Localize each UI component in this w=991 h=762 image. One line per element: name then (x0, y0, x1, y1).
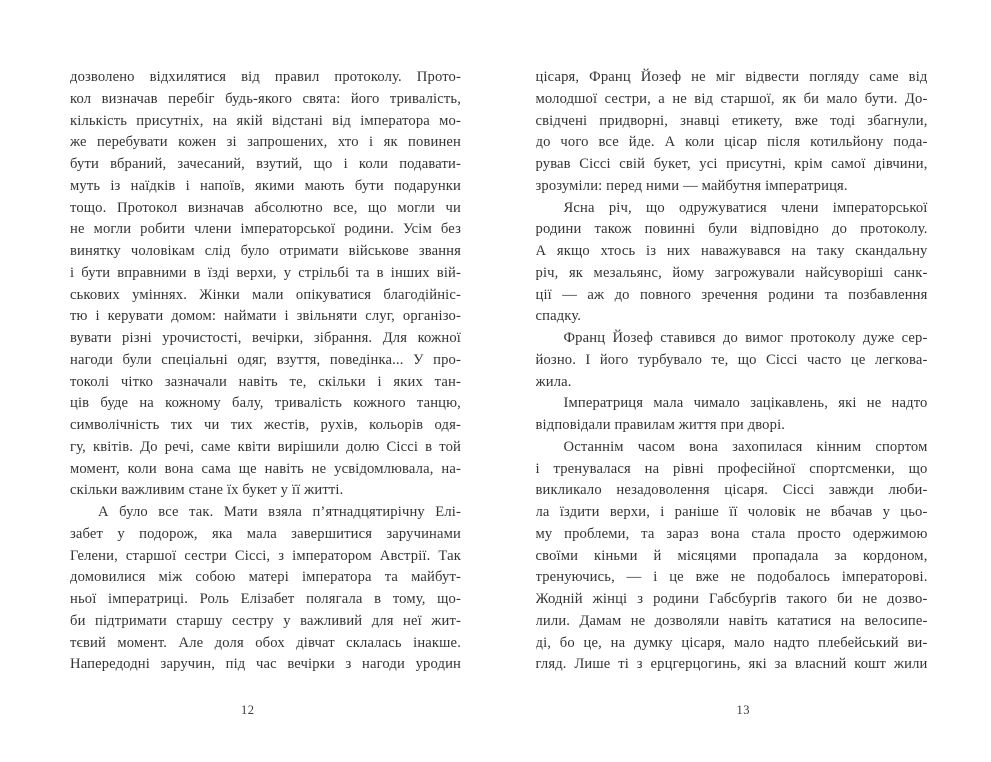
text-block-right (536, 67, 928, 676)
text-line: тощо. Протокол визначав абсолютно все, що могли чи (70, 199, 461, 216)
text-line: річ, як мезальянс, йому загрожували найсуворіші санк- (535, 264, 928, 281)
text-line: винятку чоловікам слід було отримати військове звання (70, 243, 461, 259)
text-line: символічність тих чи тих жестів, рухів, кольорів одя- (70, 417, 461, 433)
text-line: Гелени, старшої сестри Сіссі, з імператором Австрії. Так (70, 547, 461, 564)
page-number-right: 13 (736, 703, 750, 717)
text-line: викликало незадоволення цісаря. Сіссі завжди люби- (535, 482, 928, 499)
text-line: своїми кіньми й місяцями пропадала за кордоном, (535, 547, 928, 564)
text-line: ньої імператриці. Роль Елізабет полягала в тому, що- (70, 591, 461, 607)
page-number-left: 12 (241, 703, 255, 717)
text-line: рував Сіссі свій букет, усі присутні, крім самої дівчини, (535, 156, 928, 172)
text-line: Жодній жінці з родини Габсбурґів такого би не дозво- (535, 591, 928, 607)
text-line: відповідали правилам життя при дворі. (535, 417, 786, 433)
text-line: момент, коли вона сама ще навіть не усвідомлювала, на- (70, 460, 461, 477)
text-line: Імператриця мала чимало зацікавлень, які не надто (563, 395, 928, 412)
text-line: ла їздити верхи, і раніше її чоловік не вбачав у цьо- (535, 504, 928, 520)
text-line: ції — аж до повного зречення родини та позбавлення (535, 286, 928, 303)
text-line: же перебувати кожен зі запрошених, хто і як повинен (70, 134, 461, 151)
text-line: молодшої сестри, а не від старшої, як би мало бути. До- (535, 90, 928, 107)
text-line: родини також повинні були відповідно до протоколу. (535, 221, 928, 238)
text-line: лили. Дамам не дозволяли навіть кататися на велосипе- (535, 612, 928, 629)
text-line: зрозуміли: перед ними — майбутня імператриця. (535, 177, 848, 194)
text-line: забет у подорож, яка мала завершитися заручинами (70, 525, 461, 542)
text-line: до чого все йде. А коли цісар після котильйону пода- (535, 134, 928, 151)
text-line: Франц Йозеф ставився до вимог протоколу дуже сер- (563, 330, 928, 346)
text-line: ців буде на кожному балу, тривалість кожного танцю, (70, 395, 461, 412)
text-block-left (70, 67, 461, 676)
text-line: му проблеми, та зараз вона стала просто одержимою (535, 525, 928, 542)
text-line: домовилися між собою матері імператора та майбут- (70, 569, 461, 586)
text-line: і бути вправними в їзді верхи, у стрільбі та в інших вій- (70, 264, 461, 281)
text-line: не могли робити члени імператорської родини. Усім без (70, 221, 461, 238)
text-line: скільки важливим стане їх букет у її житті. (70, 482, 344, 499)
text-line: цісаря, Франц Йозеф не міг відвести погляду саме від (535, 69, 928, 85)
text-line: жила. (535, 373, 572, 390)
text-line: муть із наїдків і напоїв, якими мають бути подарунки (70, 177, 461, 194)
text-line: токолі чітко зазначали навіть те, скільки і яких тан- (70, 373, 461, 390)
text-line: тєвий момент. Але доля обох дівчат склалась інакше. (70, 634, 461, 651)
text-line: ськових уміннях. Жінки мали опікуватися благодійніс- (70, 286, 461, 303)
page-right (496, 0, 991, 762)
text-line: свідчені придворні, знавці етикету, вже тоді збагнули, (535, 112, 928, 129)
text-line: Ясна річ, що одружуватися члени імператорської (563, 199, 928, 216)
text-line: і тренувалася на рівні професійної спортсменки, що (535, 460, 928, 477)
text-line: Останнім часом вона захопилася кінним спортом (563, 438, 928, 455)
text-line: нагоди були спеціальні одяг, взуття, поведінка... У про- (70, 351, 461, 368)
text-line: дозволено відхилятися від правил протоколу. Прото- (70, 69, 461, 85)
text-line: йозно. І його турбувало те, що Сіссі часто це легкова- (535, 351, 928, 368)
text-line: вувати різні урочистості, вечірки, зібрання. Для кожної (70, 330, 461, 346)
text-line: спадку. (535, 308, 582, 325)
text-line: А якщо хтось із них наважувався на таку скандальну (535, 243, 928, 259)
text-line: тренуючись, — і це вже не подобалось імператорові. (535, 569, 928, 586)
text-line: Напередодні заручин, під час вечірки з нагоди уродин (70, 656, 461, 673)
text-line: А було все так. Мати взяла п’ятнадцятирічну Елі- (98, 504, 461, 520)
text-line: кількість присутніх, на якій відстані від імператора мо- (70, 112, 461, 129)
text-line: гляд. Лише ті з ерцгерцогинь, які за власний кошт жили (535, 656, 928, 673)
text-line: гу, квітів. До речі, саме квіти вирішили долю Сіссі в той (70, 438, 461, 455)
text-line: би підтримати старшу сестру у важливий для неї жит- (70, 612, 461, 629)
text-line: ді, бо це, на думку цісаря, мало надто плебейський ви- (535, 634, 928, 651)
text-line: кол визначав перебіг будь-якого свята: його тривалість, (70, 90, 461, 107)
text-line: бути вбраний, зачесаний, взутий, що і коли подавати- (70, 156, 461, 172)
text-line: тю і керувати домом: наймати і звільняти слуг, організо- (70, 308, 461, 325)
